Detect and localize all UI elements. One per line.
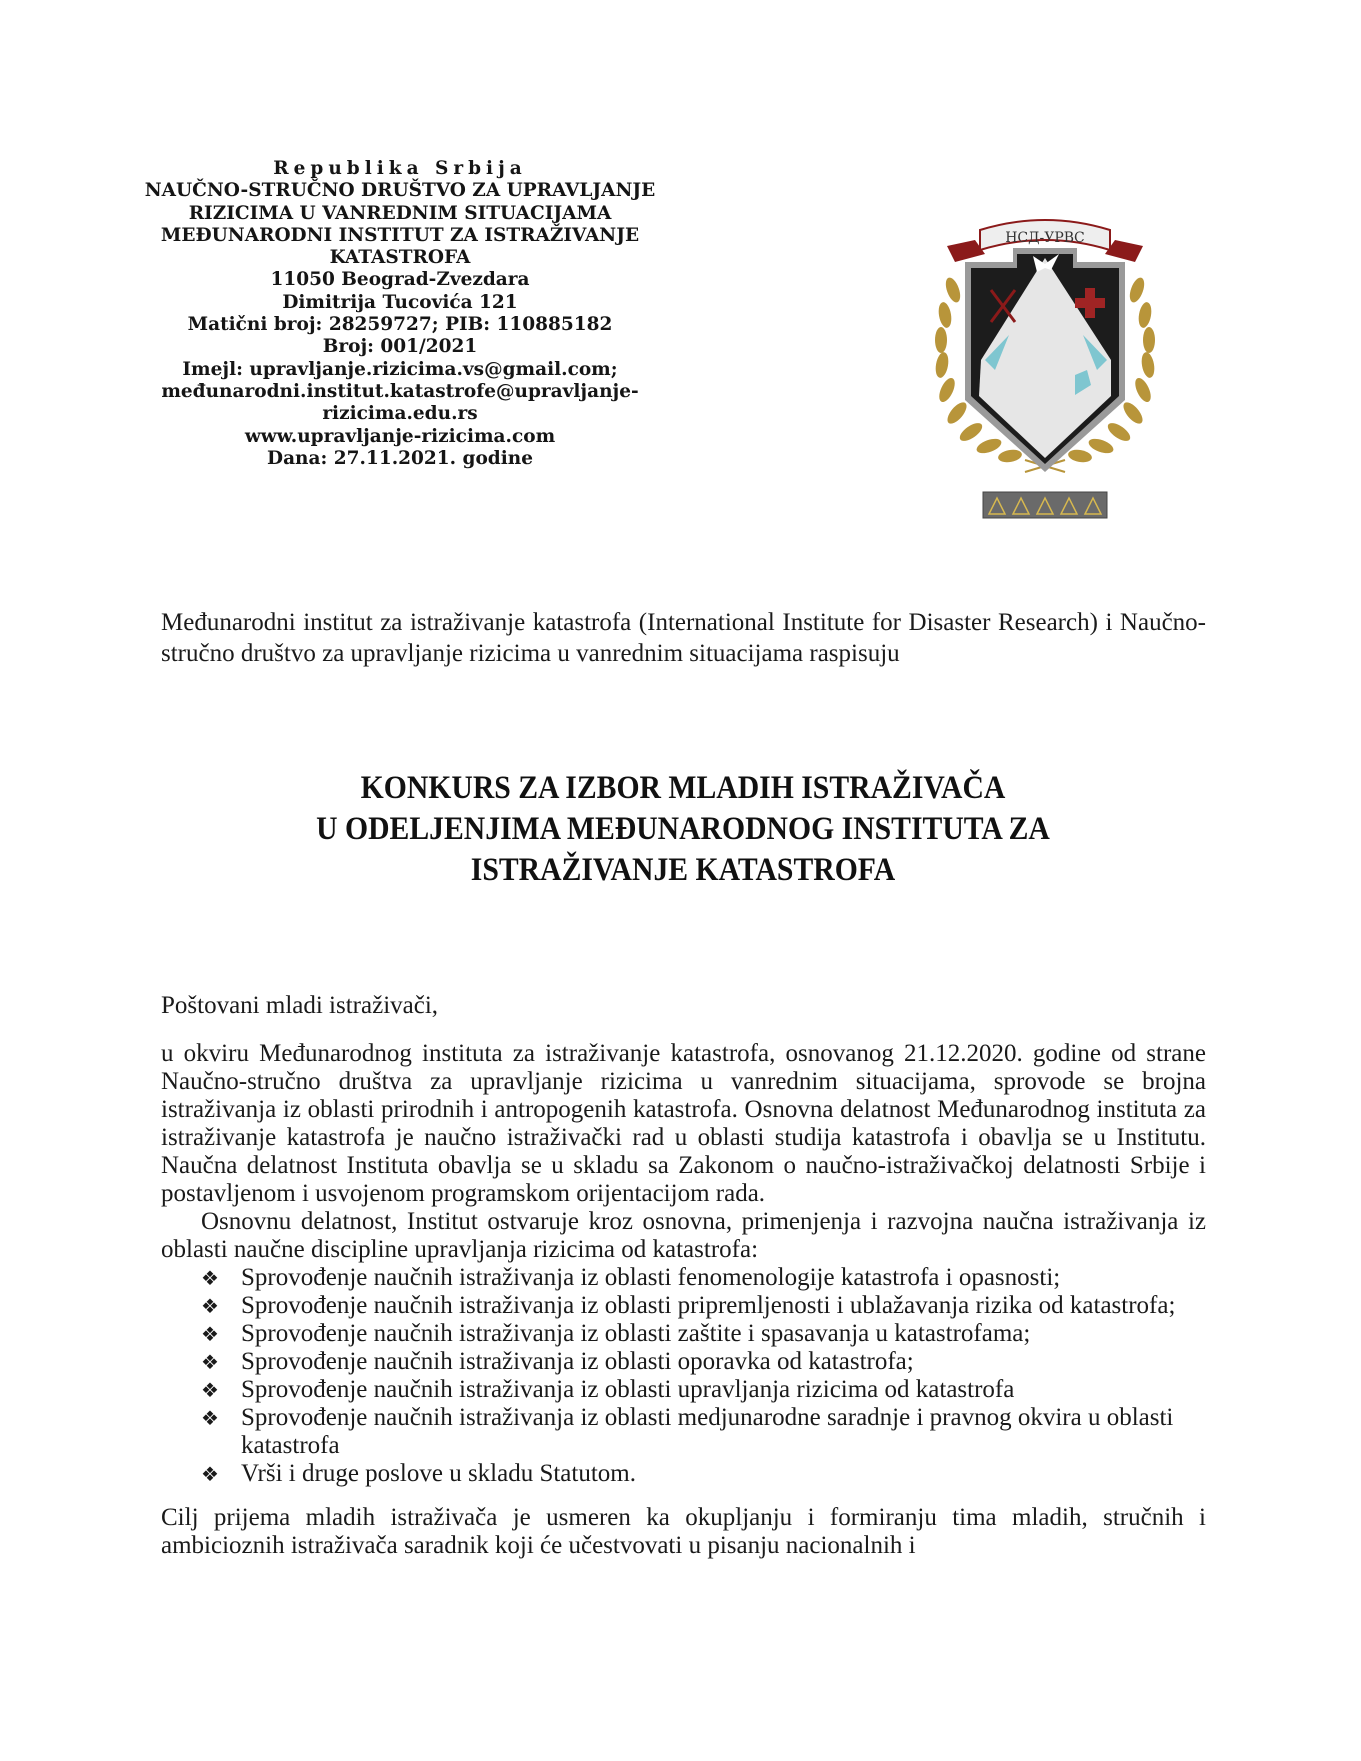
activities-list <box>161 1264 1206 1488</box>
letterhead-date: Dana: 27.11.2021. godine <box>267 447 533 469</box>
diamond-bullet-icon: ❖ <box>201 1350 219 1374</box>
letterhead-institute-line2: KATASTROFA <box>329 247 471 269</box>
letterhead <box>110 158 690 470</box>
letterhead-street: Dimitrija Tucovića 121 <box>282 291 518 313</box>
title-line-1: KONKURS ZA IZBOR MLADIH ISTRAŽIVAČA <box>360 770 1006 806</box>
list-item: ❖ Sprovođenje naučnih istraživanja iz oblasti pripremljenosti i ublažavanja rizika od katastrofa; <box>201 1292 1176 1319</box>
letterhead-country: Republika Srbija <box>273 158 527 179</box>
intro-paragraph: Međunarodni institut za istraživanje katastrofa (International Institute for Disaster Research) i Naučno-stručno društvo za upravljanje rizicima u vanrednim situacijama raspisuju <box>161 609 1206 667</box>
title-line-2: U ODELJENJIMA MEĐUNARODNOG INSTITUTA ZA <box>316 811 1050 847</box>
list-item: ❖ Sprovođenje naučnih istraživanja iz oblasti upravljanja rizicima od katastrofa <box>201 1376 1015 1403</box>
document-title <box>212 768 1153 891</box>
letterhead-institute-line1: MEĐUNARODNI INSTITUT ZA ISTRAŽIVANJE <box>160 224 640 246</box>
diamond-bullet-icon: ❖ <box>201 1294 219 1318</box>
letterhead-registry: Matični broj: 28259727; PIB: 110885182 <box>187 314 613 336</box>
letterhead-city: 11050 Beograd-Zvezdara <box>270 269 530 291</box>
body-text <box>161 1040 1206 1560</box>
list-item: ❖ Sprovođenje naučnih istraživanja iz oblasti oporavka od katastrofa; <box>201 1348 914 1375</box>
banner-text: НСД-УРВС <box>1005 230 1085 246</box>
paragraph-institute-description: u okviru Međunarodnog instituta za istraživanje katastrofa, osnovanog 21.12.2020. godine od strane Naučno-stručno društva za upravljanje rizicima u vanrednim situacijama, sprovode se brojna istraživanja iz oblasti prirodnih i antropogenih katastrofa. Osnovna delatnost Međunarodnog instituta za istraživanje katastrofa je naučno istraživački rad u oblasti studija katastrofa i obavlja se u Institutu. Naučna delatnost Instituta obavlja se u skladu sa Zakonom o naučno-istraživačkoj delatnosti Srbije i postavljenom i usvojenom programskom orijentacijom rada. <box>161 1040 1206 1207</box>
list-item: ❖ Sprovođenje naučnih istraživanja iz oblasti fenomenologije katastrofa i opasnosti; <box>201 1264 1061 1291</box>
paragraph-goal: Cilj prijema mladih istraživača je usmeren ka okupljanju i formiranju tima mladih, stručnih i ambicioznih istraživača saradnik koji će učestvovati u pisanju nacionalnih i <box>161 1504 1206 1559</box>
diamond-bullet-icon: ❖ <box>201 1406 219 1430</box>
salutation: Poštovani mladi istraživači, <box>161 992 439 1019</box>
diamond-bullet-icon: ❖ <box>201 1322 219 1346</box>
letterhead-number: Broj: 001/2021 <box>322 336 478 358</box>
letterhead-society-line1: NAUČNO-STRUČNO DRUŠTVO ZA UPRAVLJANJE <box>144 180 656 202</box>
diamond-bullet-icon: ❖ <box>201 1462 219 1486</box>
list-item: ❖ Sprovođenje naučnih istraživanja iz oblasti zaštite i spasavanja u katastrofama; <box>201 1320 1031 1347</box>
list-item: ❖ Vrši i druge poslove u skladu Statutom. <box>201 1460 636 1487</box>
letterhead-society-line2: RIZICIMA U VANREDNIM SITUACIJAMA <box>188 202 612 224</box>
paragraph-core-activity: Osnovnu delatnost, Institut ostvaruje kroz osnovna, primenjenja i razvojna naučna istraživanja iz oblasti naučne discipline upravljanja rizicima od katastrofa: <box>161 1208 1206 1263</box>
letterhead-email-2a[interactable]: međunarodni.institut.katastrofe@upravljanje- <box>161 380 639 402</box>
list-item: ❖ Sprovođenje naučnih istraživanja iz oblasti medjunarodne saradnje i pravnog okvira u oblasti katastrofa <box>201 1404 1174 1459</box>
title-line-3: ISTRAŽIVANJE KATASTROFA <box>470 852 896 888</box>
diamond-bullet-icon: ❖ <box>201 1266 219 1290</box>
diamond-bullet-icon: ❖ <box>201 1378 219 1402</box>
society-emblem-logo <box>925 210 1165 530</box>
letterhead-website[interactable]: www.upravljanje-rizicima.com <box>244 425 556 447</box>
letterhead-email-1[interactable]: Imejl: upravljanje.rizicima.vs@gmail.com; <box>182 358 618 380</box>
letterhead-email-2b[interactable]: rizicima.edu.rs <box>322 403 478 425</box>
